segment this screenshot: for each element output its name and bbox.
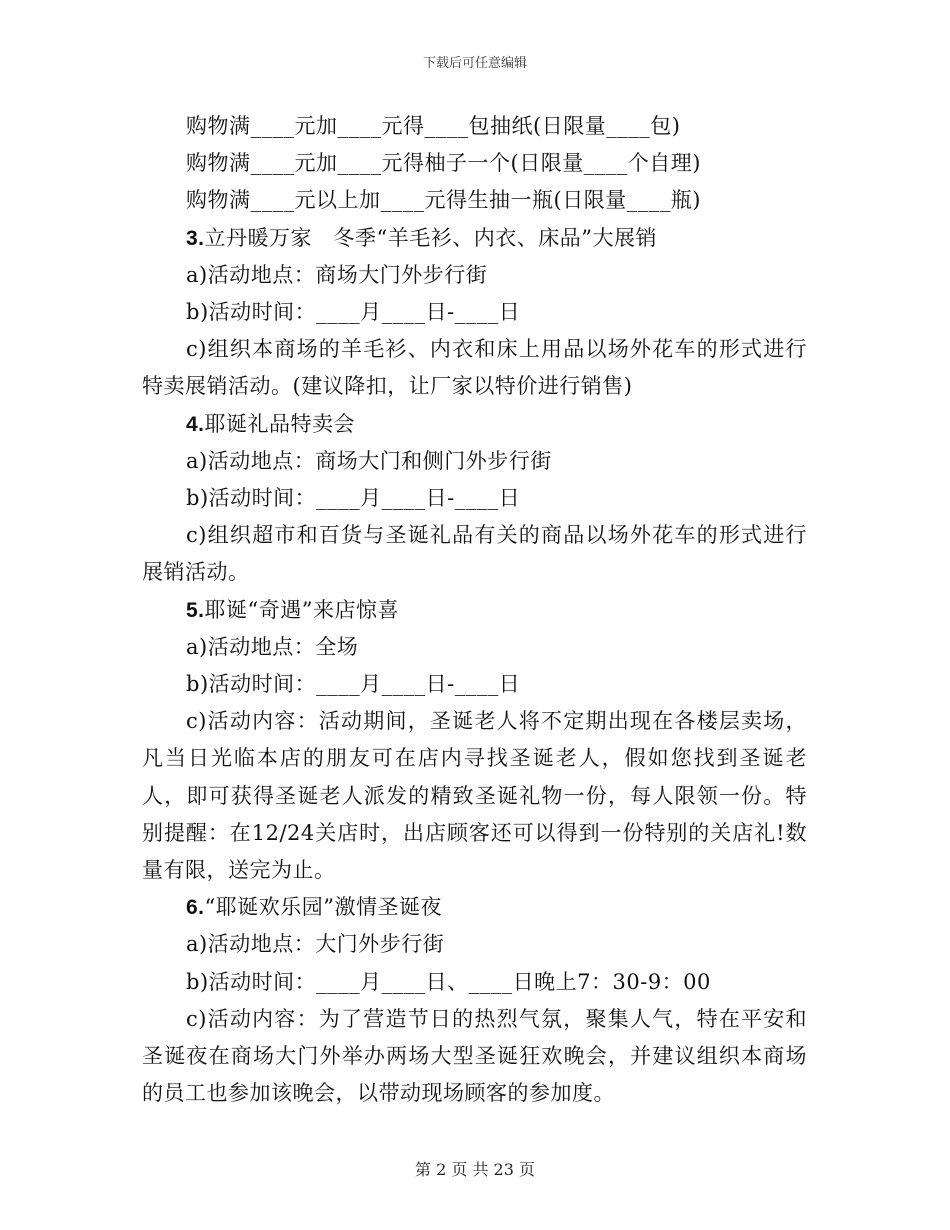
promo-line: 购物满____元以上加____元得生抽一瓶(日限量____瓶) (186, 188, 701, 213)
section-heading (142, 220, 807, 257)
section-number: 5. (186, 598, 205, 622)
activity-content: c)组织超市和百货与圣诞礼品有关的商品以场外花车的形式进行展销活动。 (142, 523, 807, 585)
section-title: “耶诞欢乐园”激情圣诞夜 (204, 895, 442, 920)
section-number: 4. (186, 412, 205, 436)
activity-location: a)活动地点：大门外步行街 (186, 932, 445, 957)
section-heading (142, 889, 807, 926)
activity-location: a)活动地点：商场大门外步行街 (186, 262, 488, 287)
page-header: 下载后可任意编辑 (422, 56, 527, 71)
activity-time: b)活动时间：____月____日-____日 (186, 672, 521, 697)
activity-content: c)组织本商场的羊毛衫、内衣和床上用品以场外花车的形式进行特卖展销活动。(建议降扣，让厂家以特价进行销售) (142, 337, 807, 399)
activity-location: a)活动地点：商场大门和侧门外步行街 (186, 448, 552, 473)
promo-line: 购物满____元加____元得____包抽纸(日限量____包) (186, 114, 681, 138)
document-body (142, 108, 807, 1112)
activity-location: a)活动地点：全场 (186, 634, 359, 659)
section-heading (142, 406, 807, 443)
activity-time: b)活动时间：____月____日、____日晚上7：30-9：00 (186, 969, 711, 994)
page-footer: 第 2 页 共 23 页 (415, 1160, 535, 1179)
promo-line: 购物满____元加____元得柚子一个(日限量____个自理) (186, 151, 701, 176)
section-heading (142, 592, 807, 629)
section-title: 耶诞礼品特卖会 (204, 411, 356, 436)
activity-content: c)活动内容：活动期间，圣诞老人将不定期出现在各楼层卖场，凡当日光临本店的朋友可在店内寻找圣诞老人，假如您找到圣诞老人，即可获得圣诞老人派发的精致圣诞礼物一份，每人限领一份。特别提醒：在12/24关店时，出店顾客还可以得到一份特别的关店礼!数量有限，送完为止。 (142, 709, 807, 883)
section-title: 立丹暖万家 冬季“羊毛衫、内衣、床品”大展销 (204, 225, 657, 250)
section-number: 3. (186, 226, 205, 250)
section-title: 耶诞“奇遇”来店惊喜 (204, 597, 399, 622)
section-number: 6. (186, 896, 205, 920)
activity-time: b)活动时间：____月____日-____日 (186, 300, 521, 325)
activity-content: c)活动内容：为了营造节日的热烈气氛，聚集人气，特在平安和圣诞夜在商场大门外举办两场大型圣诞狂欢晚会，并建议组织本商场的员工也参加该晚会，以带动现场顾客的参加度。 (142, 1006, 807, 1106)
activity-time: b)活动时间：____月____日-____日 (186, 486, 521, 511)
